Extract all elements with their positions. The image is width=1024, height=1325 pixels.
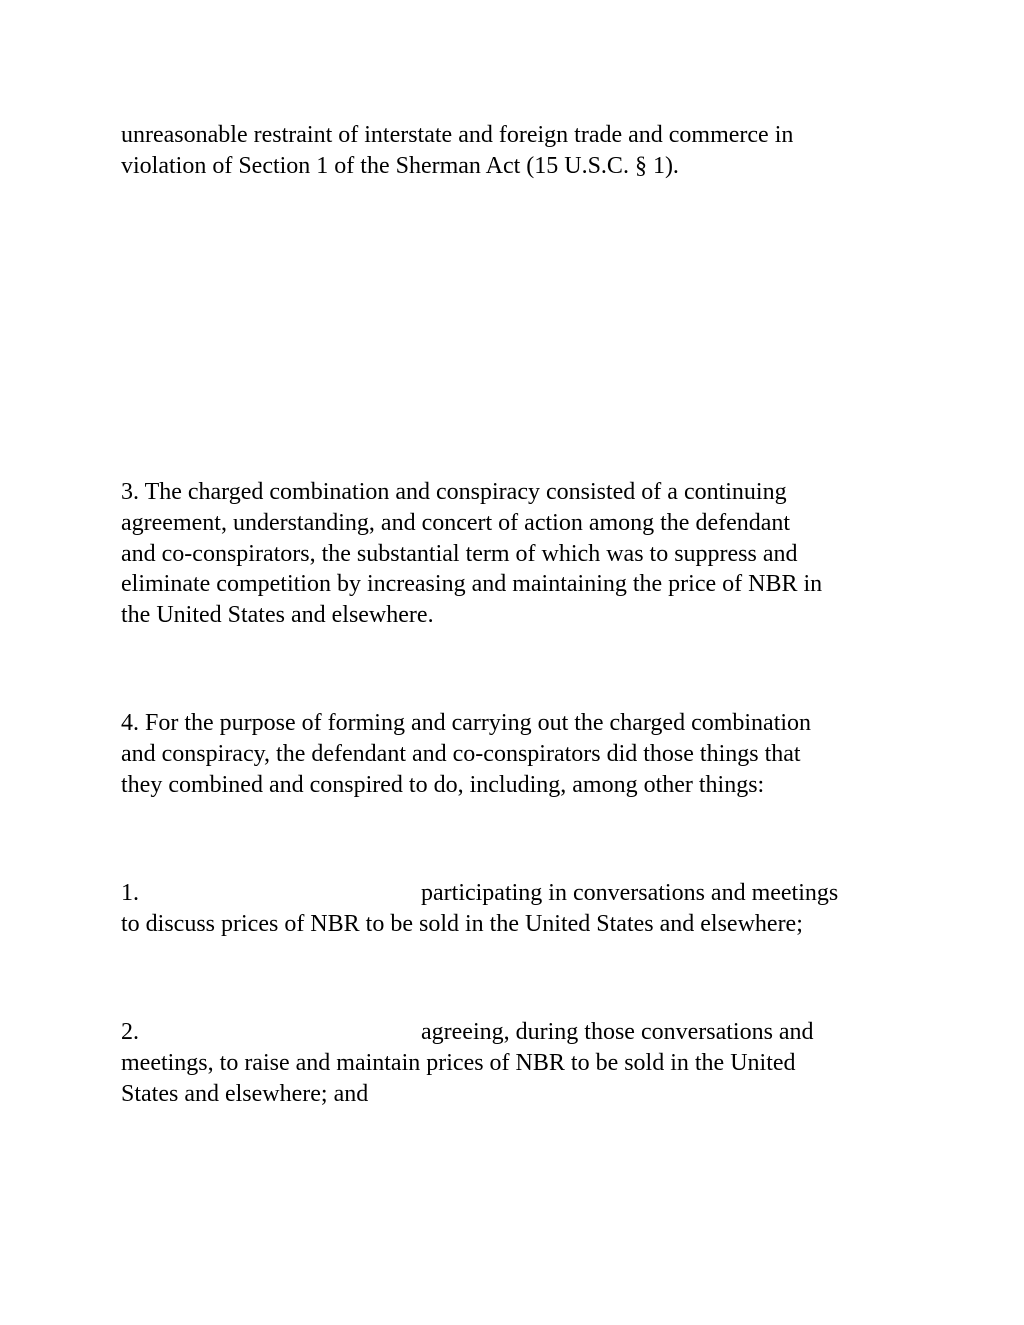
list-item-number: 1. [121, 880, 139, 906]
list-item-number: 2. [121, 1019, 139, 1045]
text-line: to discuss prices of NBR to be sold in the United States and elsewhere; [121, 910, 803, 937]
text-line: agreement, understanding, and concert of action among the defendant [121, 509, 791, 536]
list-item-1 [121, 878, 911, 940]
list-item-first-line [121, 878, 911, 909]
paragraph-continuation [121, 120, 911, 182]
text-line: 3. The charged combination and conspiracy consisted of a continuing [121, 479, 787, 505]
text-line: and conspiracy, the defendant and co-conspirators did those things that [121, 740, 801, 767]
text-line: the United States and elsewhere. [121, 602, 434, 629]
paragraph-3 [121, 477, 911, 631]
text-line: they combined and conspired to do, including, among other things: [121, 771, 765, 798]
text-line: eliminate competition by increasing and maintaining the price of NBR in [121, 571, 823, 598]
text-line: States and elsewhere; and [121, 1080, 369, 1107]
text-line: unreasonable restraint of interstate and foreign trade and commerce in [121, 122, 794, 148]
list-item-text: participating in conversations and meetings [421, 880, 839, 906]
text-line: and co-conspirators, the substantial term of which was to suppress and [121, 540, 798, 567]
list-item-2 [121, 1017, 911, 1109]
list-item-text: agreeing, during those conversations and [421, 1019, 814, 1045]
list-item-first-line [121, 1017, 911, 1048]
text-line: meetings, to raise and maintain prices of NBR to be sold in the United [121, 1049, 796, 1076]
text-line: 4. For the purpose of forming and carrying out the charged combination [121, 710, 812, 736]
paragraph-4 [121, 708, 911, 800]
text-line: violation of Section 1 of the Sherman Act (15 U.S.C. § 1). [121, 152, 679, 179]
